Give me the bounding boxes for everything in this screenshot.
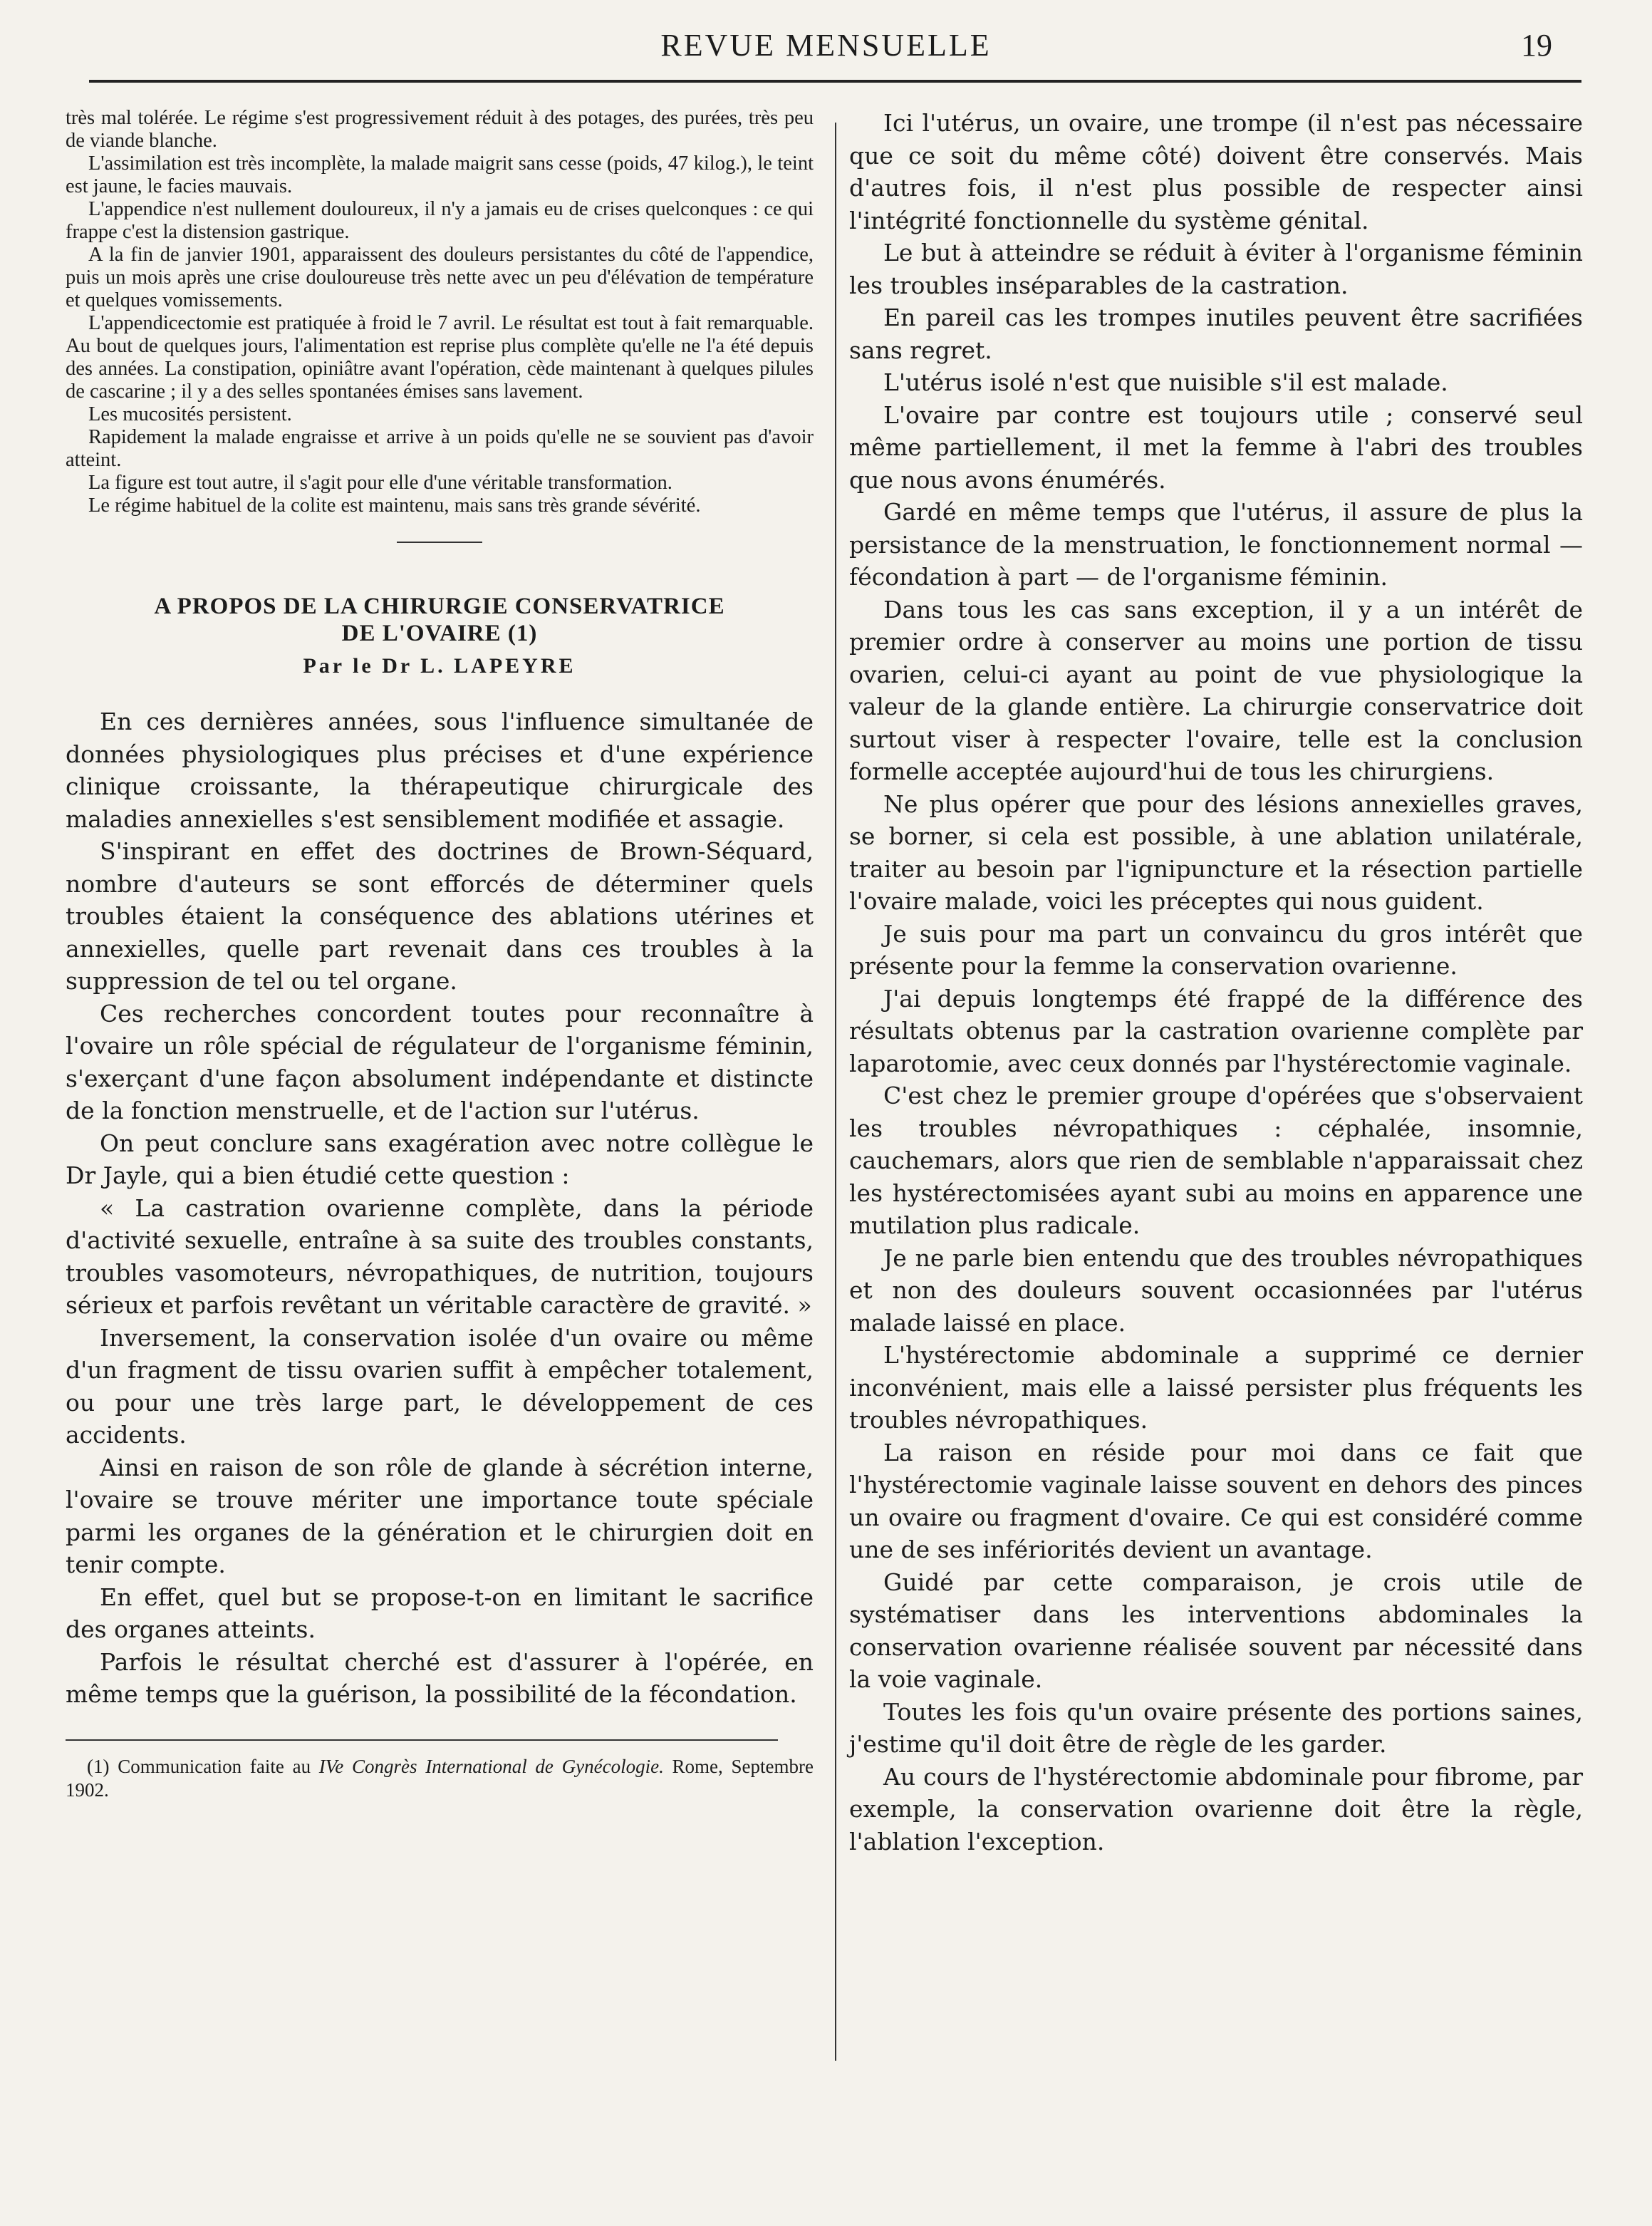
body-paragraph: L'ovaire par contre est toujours utile ; conservé seul même partiellement, il met la femme à l'abri des troubles que nous avons énumérés.	[849, 400, 1583, 494]
header-rule	[89, 80, 1581, 83]
article-title-line: DE L'OVAIRE (1)	[341, 621, 538, 646]
body-paragraph: Ne plus opérer que pour des lésions annexielles graves, se borner, si cela est possible, à une ablation unilatérale, traiter au besoin par l'ignipuncture et la résection partielle l'ovaire malade, voici les préceptes qui nous guident.	[849, 790, 1583, 915]
article-body-left	[66, 705, 814, 1711]
body-paragraph: Toutes les fois qu'un ovaire présente des portions saines, j'estime qu'il doit être de règle de les garder.	[849, 1697, 1583, 1758]
body-paragraph: S'inspirant en effet des doctrines de Brown-Séquard, nombre d'auteurs se sont efforcés de déterminer quels troubles étaient la conséquence des ablations utérines et annexielles, quelle part revenait dans ces troubles à la suppression de tel ou tel organe.	[66, 837, 814, 995]
body-paragraph: L'hystérectomie abdominale a supprimé ce dernier inconvénient, mais elle a laissé persister plus fréquents les troubles névropathiques.	[849, 1341, 1583, 1434]
body-paragraph: En ces dernières années, sous l'influence simultanée de données physiologiques plus précises et d'une expérience clinique croissante, la thérapeutique chirurgicale des maladies annexielles s'est sensiblement modifiée et assagie.	[66, 708, 814, 833]
body-paragraph: Ici l'utérus, un ovaire, une trompe (il n'est pas nécessaire que ce soit du même côté) doivent être conservés. Mais d'autres fois, il n'est plus possible de respecter ainsi l'intégrité fonctionnelle du système génital.	[849, 109, 1583, 234]
body-paragraph: Guidé par cette comparaison, je crois utile de systématiser dans les interventions abdominales la conservation ovarienne réalisée souvent par nécessité dans la voie vaginale.	[849, 1568, 1583, 1693]
case-paragraph: L'assimilation est très incomplète, la malade maigrit sans cesse (poids, 47 kilog.), le teint est jaune, le facies mauvais.	[66, 152, 814, 197]
body-paragraph: Ainsi en raison de son rôle de glande à sécrétion interne, l'ovaire se trouve mériter une importance toute spéciale parmi les organes de la génération et le chirurgien doit en tenir compte.	[66, 1453, 814, 1578]
running-header	[0, 27, 1652, 63]
case-paragraph: L'appendice n'est nullement douloureux, il n'y a jamais eu de crises quelconques : ce qui frappe c'est la distension gastrique.	[66, 198, 814, 243]
footnote-congress: IVe Congrès International de Gynécologie.	[318, 1755, 664, 1777]
body-paragraph: L'utérus isolé n'est que nuisible s'il est malade.	[883, 368, 1448, 396]
case-paragraph: Les mucosités persistent.	[88, 403, 292, 425]
case-report	[66, 107, 814, 517]
article-title-line: A PROPOS DE LA CHIRURGIE CONSERVATRICE	[154, 594, 725, 619]
case-paragraph: A la fin de janvier 1901, apparaissent des douleurs persistantes du côté de l'appendice, puis un mois après une crise douloureuse très nette avec un peu d'élévation de température et quelques vomissements.	[66, 244, 814, 311]
body-paragraph: Inversement, la conservation isolée d'un ovaire ou même d'un fragment de tissu ovarien suffit à empêcher totalement, ou pour une très large part, le développement de ces accidents.	[66, 1323, 814, 1449]
body-paragraph: La raison en réside pour moi dans ce fait que l'hystérectomie vaginale laisse souvent en dehors des pinces un ovaire ou fragment d'ovaire. Ce qui est considéré comme une de ses infériorités devient un avantage.	[849, 1438, 1583, 1563]
right-column	[849, 107, 1583, 1858]
section-separator	[397, 542, 482, 543]
body-paragraph: Parfois le résultat cherché est d'assurer à l'opérée, en même temps que la guérison, la possibilité de la fécondation.	[66, 1647, 814, 1708]
author-byline: Par le Dr L. LAPEYRE	[303, 654, 576, 678]
footnote-suffix: Rome, Septembre 1902.	[66, 1755, 814, 1801]
journal-title: REVUE MENSUELLE	[660, 28, 992, 63]
case-paragraph: L'appendicectomie est pratiquée à froid le 7 avril. Le résultat est tout à fait remarquable. Au bout de quelques jours, l'alimentation est reprise plus complète qu'elle ne l'a été depuis des années. La constipation, opiniâtre avant l'opération, cède maintenant à quelques pilules de cascarine ; il y a des selles spontanées émises sans lavement.	[66, 312, 814, 403]
footnote-rule	[66, 1739, 778, 1741]
column-divider	[835, 123, 836, 2061]
case-paragraph: très mal tolérée. Le régime s'est progressivement réduit à des potages, des purées, très peu de viande blanche.	[66, 107, 814, 152]
body-paragraph: En pareil cas les trompes inutiles peuvent être sacrifiées sans regret.	[849, 304, 1583, 364]
case-paragraph: La figure est tout autre, il s'agit pour elle d'une véritable transformation.	[88, 472, 672, 494]
body-paragraph: Je suis pour ma part un convaincu du gros intérêt que présente pour la femme la conservation ovarienne.	[849, 919, 1583, 980]
body-paragraph: Ces recherches concordent toutes pour reconnaître à l'ovaire un rôle spécial de régulateur de l'organisme féminin, s'exerçant d'une façon absolument indépendante et distincte de la fonction menstruelle, et de l'action sur l'utérus.	[66, 999, 814, 1124]
page-number: 19	[1521, 28, 1552, 63]
body-paragraph: Dans tous les cas sans exception, il y a un intérêt de premier ordre à conserver au moins une portion de tissu ovarien, celui-ci ayant au point de vue physiologique la valeur de la glande entière. La chirurgie conservatrice doit surtout viser à respecter l'ovaire, telle est la conclusion formelle acceptée aujourd'hui de tous les chirurgiens.	[849, 595, 1583, 785]
body-paragraph: Gardé en même temps que l'utérus, il assure de plus la persistance de la menstruation, le fonctionnement normal — fécondation à part — de l'organisme féminin.	[849, 498, 1583, 591]
footnote	[66, 1755, 814, 1802]
body-paragraph: Le but à atteindre se réduit à éviter à l'organisme féminin les troubles inséparables de la castration.	[849, 239, 1583, 299]
body-paragraph: « La castration ovarienne complète, dans la période d'activité sexuelle, entraîne à sa suite des troubles constants, troubles vasomoteurs, névropathiques, de nutrition, toujours sérieux et parfois revêtant un véritable caractère de gravité. »	[66, 1194, 814, 1319]
body-paragraph: On peut conclure sans exagération avec notre collègue le Dr Jayle, qui a bien étudié cette question :	[66, 1129, 814, 1189]
article-title	[66, 593, 814, 647]
body-paragraph: Au cours de l'hystérectomie abdominale pour fibrome, par exemple, la conservation ovarienne doit être la règle, l'ablation l'exception.	[849, 1762, 1583, 1855]
article-body-right	[849, 107, 1583, 1858]
body-paragraph: Je ne parle bien entendu que des troubles névropathiques et non des douleurs souvent occasionnées par l'utérus malade laissé en place.	[849, 1243, 1583, 1337]
body-paragraph: En effet, quel but se propose-t-on en limitant le sacrifice des organes atteints.	[66, 1583, 814, 1643]
case-paragraph: Le régime habituel de la colite est maintenu, mais sans très grande sévérité.	[88, 495, 701, 517]
left-column	[66, 107, 814, 1802]
body-paragraph: C'est chez le premier groupe d'opérées que s'observaient les troubles névropathiques : céphalée, insomnie, cauchemars, alors que rien de semblable n'apparaissait chez les hystérectomisées ayant subi au moins en apparence une mutilation plus radicale.	[849, 1082, 1583, 1239]
footnote-prefix: (1) Communication faite au	[87, 1755, 319, 1777]
body-paragraph: J'ai depuis longtemps été frappé de la différence des résultats obtenus par la castration ovarienne complète par laparotomie, avec ceux donnés par l'hystérectomie vaginale.	[849, 984, 1583, 1077]
case-paragraph: Rapidement la malade engraisse et arrive à un poids qu'elle ne se souvient pas d'avoir atteint.	[66, 426, 814, 471]
